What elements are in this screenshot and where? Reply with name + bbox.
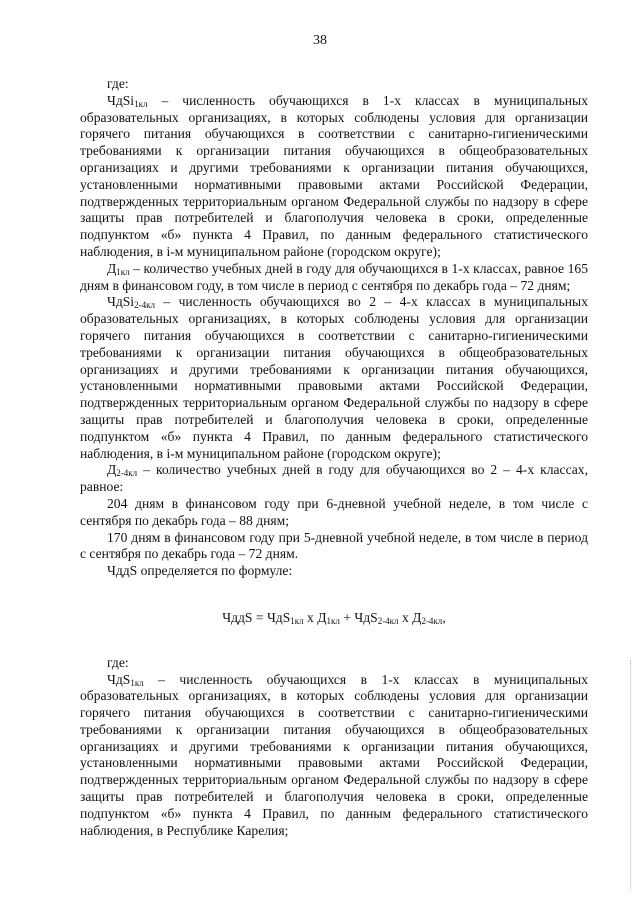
page-number: 38 xyxy=(313,33,327,48)
formula-part: ЧддS = ЧдS xyxy=(222,609,291,625)
var-name: ЧдSi xyxy=(107,92,135,108)
var-subscript: 2-4кл xyxy=(134,300,155,311)
definition-text: – численность обучающихся во 2 – 4-х классах в муниципальных образовательных организациях, в которых соблюдены условия для организации горячего питания обучающихся в соответствии с санитарно-гигиеническими требованиями к организации питания обучающихся в общеобразовательных организациях и другими требованиями к организации питания обучающихся, установленными нормативными правовыми актами Российской Федерации, подтвержденных территориальным органом Федеральной службы по надзору в сфере защиты прав потребителей и благополучия человека в сроки, определенные подпунктом «б» пункта 4 Правил, по данным федерального статистического наблюдения, в i-м муниципальном районе (городском округе); xyxy=(80,294,588,461)
definition-d-1kl xyxy=(80,261,588,295)
definition-text: – численность обучающихся в 1-х классах в муниципальных образовательных организациях, в которых соблюдены условия для организации горячего питания обучающихся в соответствии с санитарно-гигиеническими требованиями к организации питания обучающихся в общеобразовательных организациях и другими требованиями к организации питания обучающихся, установленными нормативными правовыми актами Российской Федерации, подтвержденных территориальным органом Федеральной службы по надзору в сфере защиты прав потребителей и благополучия человека в сроки, определенные подпунктом «б» пункта 4 Правил, по данным федерального статистического наблюдения, в i-м муниципальном районе (городском округе); xyxy=(80,92,588,259)
document-body xyxy=(80,76,588,839)
definition-text: – количество учебных дней в году для обучающихся в 1-х классах, равное 165 дням в финансовом году, в том числе в период с сентября по декабрь года – 72 дням; xyxy=(80,260,588,293)
definition-text: – численность обучающихся в 1-х классах в муниципальных образовательных организациях, в которых соблюдены условия для организации горячего питания обучающихся в соответствии с санитарно-гигиеническими требованиями к организации питания обучающихся в общеобразовательных организациях и другими требованиями к организации питания обучающихся, установленными нормативными правовыми актами Российской Федерации, подтвержденных территориальным органом Федеральной службы по надзору в сфере защиты прав потребителей и благополучия человека в сроки, определенные подпунктом «б» пункта 4 Правил, по данным федерального статистического наблюдения, в Республике Карелия; xyxy=(80,671,588,838)
var-subscript: 1кл xyxy=(130,677,144,688)
var-subscript: 2-4кл xyxy=(116,468,138,479)
formula-part: x Д xyxy=(303,609,327,625)
six-day-week-paragraph: 204 дням в финансовом году при 6-дневной учебной неделе, в том числе с сентября по декабрь года – 88 дням; xyxy=(80,495,588,528)
formula-subscript: 2-4кл xyxy=(377,615,399,626)
definition-chdsi-1kl xyxy=(80,93,588,261)
var-subscript: 1кл xyxy=(116,266,130,277)
formula-part: , xyxy=(442,609,446,625)
definition-chds-1kl xyxy=(80,672,588,840)
formula-subscript: 2-4кл xyxy=(421,615,443,626)
var-name: Д xyxy=(107,462,117,478)
definition-d-2-4kl xyxy=(80,462,588,496)
formula xyxy=(80,610,588,627)
five-day-week-paragraph: 170 дням в финансовом году при 5-дневной учебной неделе, в том числе в период с сентября по декабрь года – 72 дням. xyxy=(80,529,588,562)
definition-text: – количество учебных дней в году для обучающихся во 2 – 4-х классах, равное: xyxy=(80,462,588,495)
definition-chdsi-2-4kl xyxy=(80,294,588,462)
var-subscript: 1кл xyxy=(134,98,148,109)
formula-intro: ЧддS определяется по формуле: xyxy=(107,563,293,579)
var-name: Д xyxy=(107,260,117,276)
formula-subscript: 1кл xyxy=(290,615,304,626)
formula-part: + ЧдS xyxy=(339,609,378,625)
formula-part: x Д xyxy=(398,609,422,625)
scan-edge-mark xyxy=(630,660,632,890)
formula-subscript: 1кл xyxy=(326,615,340,626)
where-label: где: xyxy=(107,654,129,670)
where-label: где: xyxy=(107,76,129,91)
var-name: ЧдSi xyxy=(107,294,135,310)
var-name: ЧдS xyxy=(107,671,131,687)
